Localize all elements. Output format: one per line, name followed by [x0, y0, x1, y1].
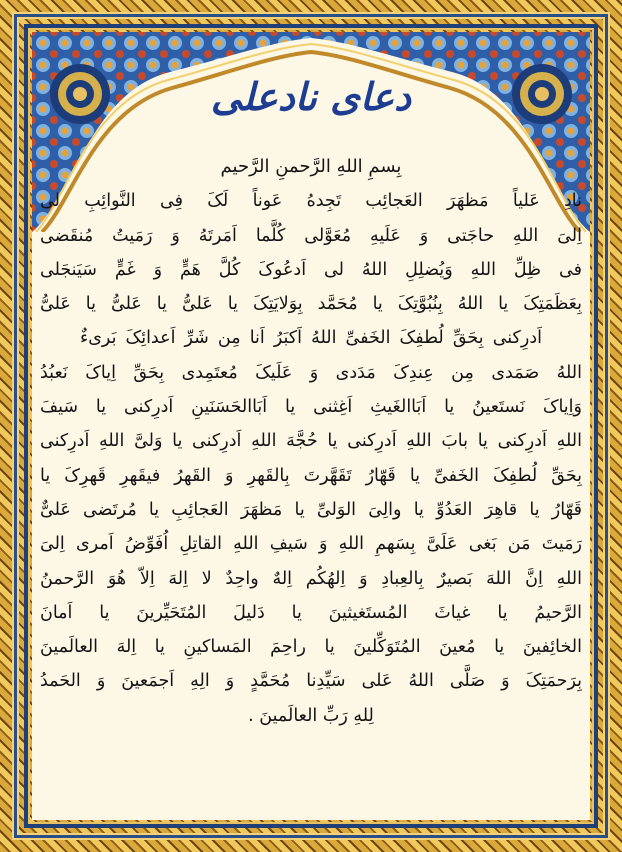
- text-line: قَهّارُ یا قاهِرَ العَدُوِّ یا والِیَ الوَلیِّ یا مَظهَرَ العَجائِبِ یا مُرتَضی عَلیٌّ: [40, 499, 582, 520]
- text-line: اللهُ صَمَدی مِن عِندِکَ مَدَدی وَ عَلَیکَ مُعتَمِدی بِحَقِّ اِیاکَ نَعبُدُ: [40, 362, 582, 383]
- text-line: اللهِ اَدرِکنی یا بابَ اللهِ اَدرِکنی یا حُجَّهَ اللهِ اَدرِکنی یا وَلیَّ اللهِ اَدرِکنی: [40, 431, 582, 452]
- text-line: بِعَظَمَتِکَ یا اللهُ بِنُبُوَّتِکَ یا مُحَمَّد بِوَلایَتِکَ یا عَلیُّ یا عَلیُّ یا عَلیُّ: [40, 294, 582, 315]
- text-line: اِلیَ اللهِ حاجَتی وَ عَلَیهِ مُعَوَّلی کُلَّما اَمَرتَهُ وَ رَمَیتُ مُنقَضی: [40, 225, 582, 246]
- text-line: اللهِ اِنَّ اللهَ بَصیرٌ بِالعِبادِ وَ اِلهُکُم اِلهٌ واحِدٌ لا اِلهَ اِلاّ هُوَ الرَّحمنُ: [40, 568, 582, 589]
- text-line: بِحَقِّ لُطفِکَ الخَفیِّ یا قَهّارُ تَقَهَّرتَ بِالقَهرِ وَ القَهرُ فیقَهرِ قَهرِکَ یا: [40, 465, 582, 486]
- prayer-text: [40, 150, 582, 733]
- text-line: رَمَیتَ مَن بَغی عَلَیَّ بِسَهمِ اللهِ وَ سَیفِ اللهِ القاتِلِ اُفَوِّضُ اَمری اِلیَ: [40, 534, 582, 555]
- prayer-page: [32, 32, 590, 820]
- bismillah-line: بِسمِ اللهِ الرَّحمنِ الرَّحیم: [220, 156, 402, 177]
- text-line: نادِ عَلیاً مَظهَرَ العَجائِب تَجِدهُ عَوناً لَکَ فِی النَّوائِبِ لی: [40, 191, 582, 212]
- text-line: الخائِفینَ یا مُعینَ المُتَوَکِّلینَ یا راحِمَ المَساکینِ یا اِلهَ العالَمینَ: [40, 637, 582, 658]
- text-line: وَاِیاکَ نَستَعینُ یا اَبَاالغَیثِ اَغِثنی یا اَبَاالحَسَنَینِ اَدرِکنی یا سَیفَ: [40, 397, 582, 418]
- text-line: الرَّحیمُ یا غیاثَ المُستَغیثینَ یا دَلیلَ المُتَحَیِّرینَ یا اَمانَ: [40, 602, 582, 623]
- prayer-title: دعای نادعلی: [210, 74, 412, 119]
- text-line: فی ظِلِّ اللهِ وَیُضلِلِ اللهُ لی اَدعُوکَ کُلَّ هَمٍّ وَ غَمٍّ سَیَنجَلی: [40, 259, 582, 280]
- text-line: بِرَحمَتِکَ وَ صَلَّی اللهُ عَلی سَیِّدِنا مُحَمَّدٍ وَ الِهِ اَجمَعینَ وَ الحَمدُ: [40, 671, 582, 692]
- text-line: اَدرِکنی بِحَقِّ لُطفِکَ الخَفیِّ اللهُ اَکبَرُ اَنا مِن شَرِّ اَعدائِکَ بَریءٌ: [80, 328, 542, 349]
- text-line-last: لِلهِ رَبِّ العالَمینَ .: [248, 705, 374, 726]
